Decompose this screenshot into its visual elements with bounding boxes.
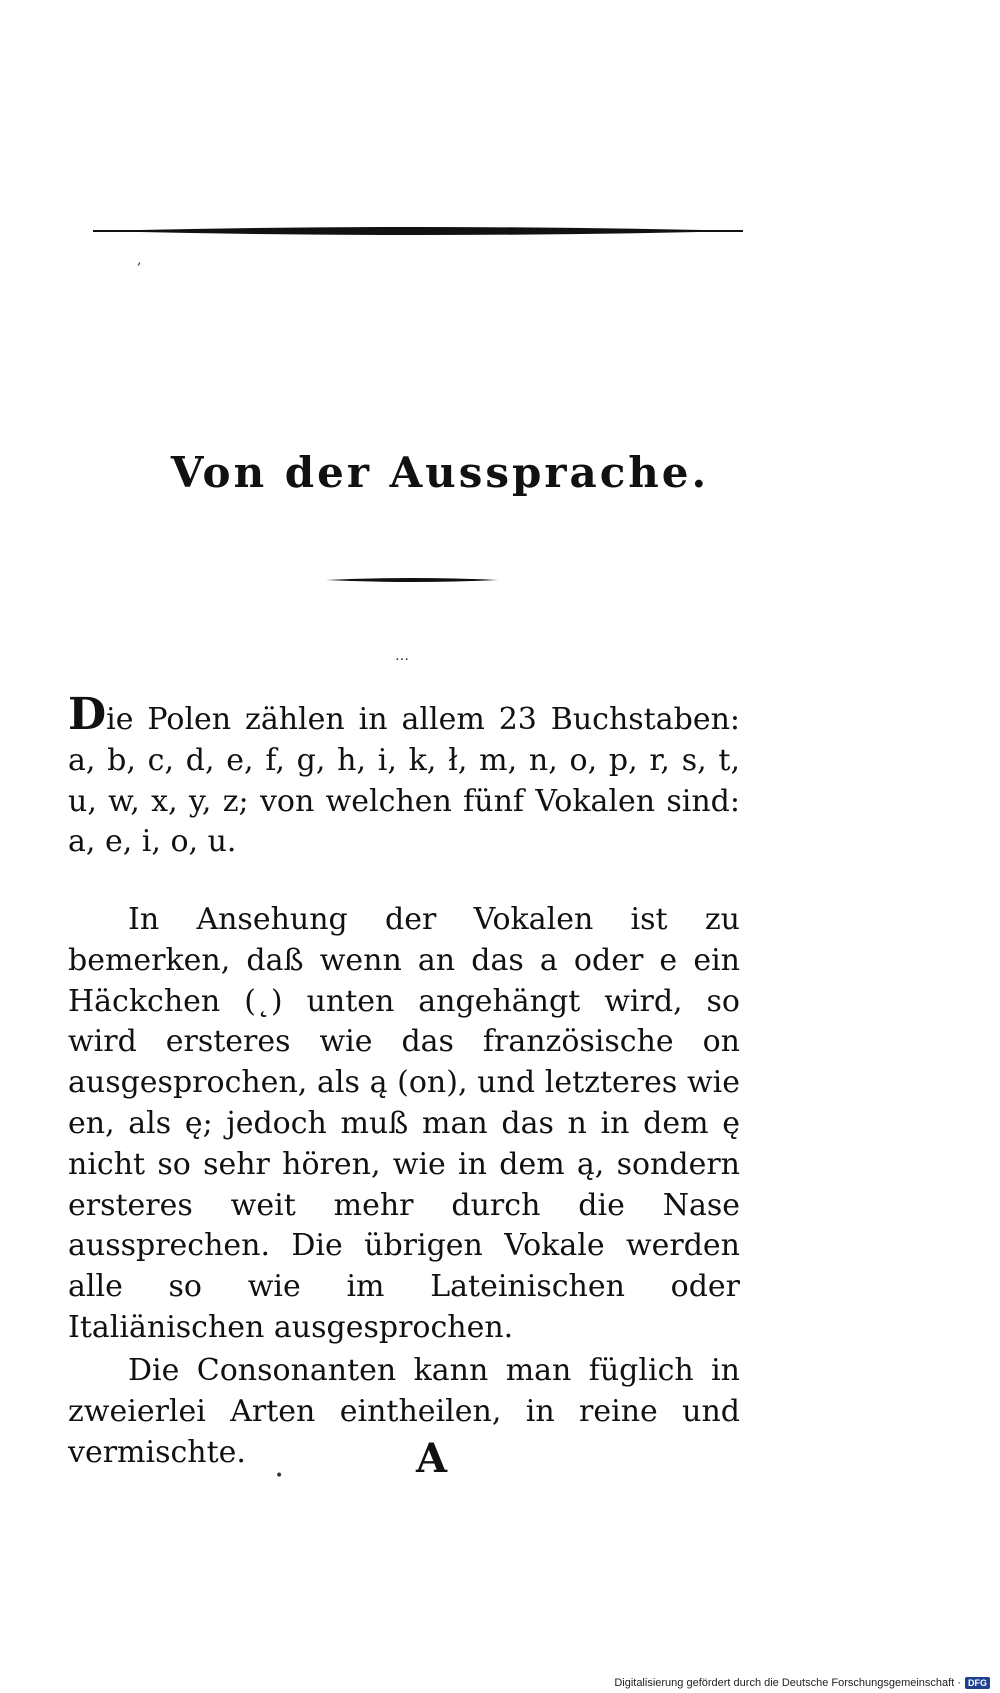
footer-credit: Digitalisierung gefördert durch die Deutsche Forschungsgemeinschaft · — [614, 1677, 961, 1689]
paragraph-text: Die Consonanten kann man füglich in zweierlei Arten eintheilen, in reine und vermischte. — [68, 1353, 740, 1470]
title-underline-rule — [326, 577, 498, 583]
stray-mark: … — [395, 648, 409, 664]
stray-mark: , — [137, 252, 142, 268]
paragraph-vowels — [68, 900, 740, 1349]
paragraph-alphabet — [68, 689, 740, 863]
paragraph-consonants — [68, 1351, 740, 1473]
digitization-footer — [614, 1677, 990, 1689]
signature-mark: A — [416, 1435, 448, 1482]
paragraph-text: In Ansehung der Vokalen ist zu bemerken, daß wenn an das a oder e ein Häckchen (˛) unten angehängt wird, so wird ersteres wie das französische on ausgesprochen, als ą (on), und letzteres wie en, als ę; jedoch muß man das n in dem ę nicht so sehr hören, wie in dem ą, sondern ersteres weit mehr durch die Nase aussprechen. Die übrigen Vokale werden alle so wie im Lateinischen oder Italiänischen ausgesprochen. — [68, 902, 740, 1345]
drop-cap-letter: D — [68, 689, 107, 740]
dfg-logo-icon: DFG — [965, 1677, 990, 1689]
stray-mark: • — [275, 1468, 284, 1484]
decorative-top-rule — [93, 224, 743, 238]
paragraph-text: ie Polen zählen in allem 23 Buchstaben: a, b, c, d, e, f, g, h, i, k, ł, m, n, o, p, r, s, t, u, w, x, y, z; von welchen fünf Vokalen sind: a, e, i, o, u. — [68, 702, 740, 860]
page-title: Von der Aussprache. — [170, 448, 710, 497]
